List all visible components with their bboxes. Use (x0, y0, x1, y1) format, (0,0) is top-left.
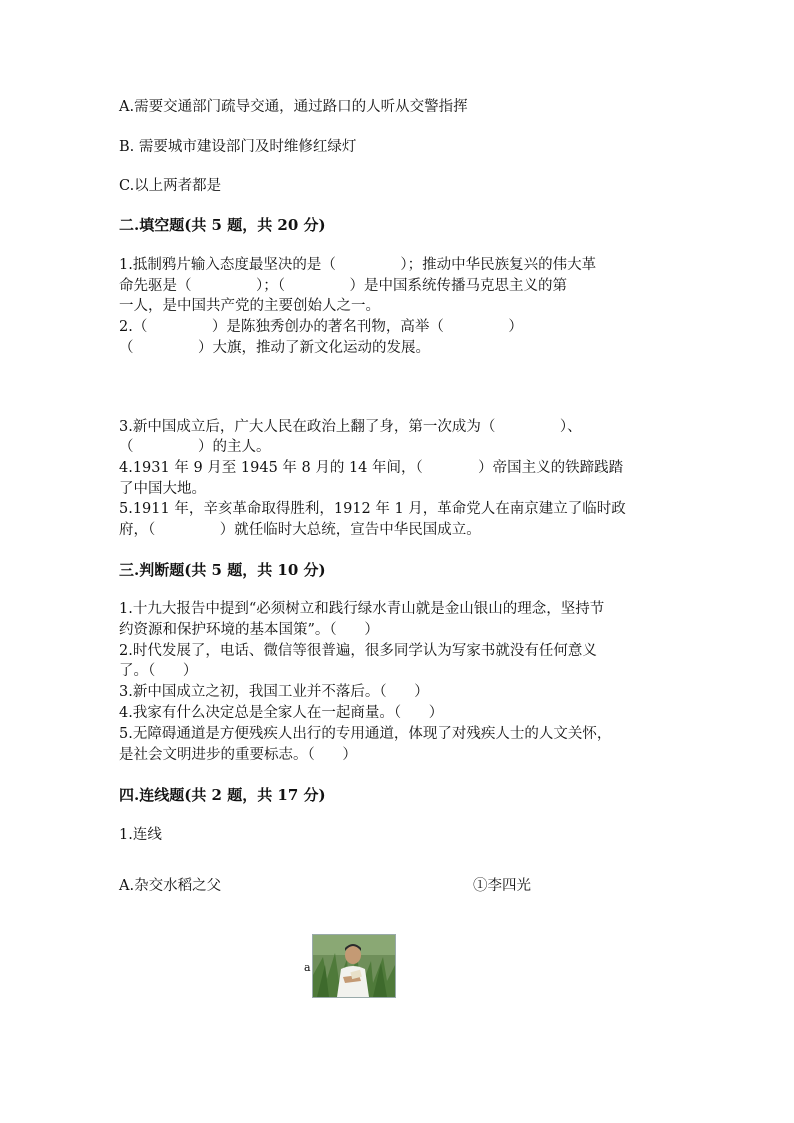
fill-q1-line2: 命先驱是（ ）；（ ）是中国系统传播马克思主义的第 (119, 278, 568, 294)
option-a: A.需要交通部门疏导交通，通过路口的人听从交警指挥 (119, 99, 468, 115)
section-heading-fill-blank: 二.填空题(共 5 题，共 20 分) (119, 216, 326, 234)
matching-right-item: ①李四光 (473, 878, 531, 894)
fill-q1-line1: 1.抵制鸦片输入态度最坚决的是（ ）；推动中华民族复兴的伟大革 (119, 257, 597, 273)
portrait-photo (312, 934, 396, 998)
judge-q2-line2: 了。（ ） (119, 663, 198, 679)
fill-q4-line2: 了中国大地。 (119, 481, 206, 497)
judge-q5-line1: 5.无障碍通道是方便残疾人出行的专用通道，体现了对残疾人士的人文关怀， (119, 726, 612, 742)
fill-q5-line2: 府，（ ）就任临时大总统，宣告中华民国成立。 (119, 522, 481, 538)
portrait-photo-image (313, 935, 395, 997)
option-b: B. 需要城市建设部门及时维修红绿灯 (119, 139, 357, 155)
fill-q2-line1: 2.（ ）是陈独秀创办的著名刊物，高举（ ） (119, 319, 523, 335)
judge-q2-line1: 2.时代发展了，电话、微信等很普遍，很多同学认为写家书就没有任何意义 (119, 643, 597, 659)
fill-q2-line2: （ ）大旗，推动了新文化运动的发展。 (119, 340, 431, 356)
judge-q3: 3.新中国成立之初，我国工业并不落后。（ ） (119, 684, 429, 700)
section-heading-true-false: 三.判断题(共 5 题，共 10 分) (119, 561, 326, 579)
option-c: C.以上两者都是 (119, 178, 222, 194)
section-heading-matching: 四.连线题(共 2 题，共 17 分) (119, 786, 326, 804)
matching-q1-title: 1.连线 (119, 827, 162, 843)
fill-q4-line1: 4.1931 年 9 月至 1945 年 8 月的 14 年间，（ ）帝国主义的铁蹄践踏 (119, 460, 624, 476)
fill-q3-line1: 3.新中国成立后，广大人民在政治上翻了身，第一次成为（ ）、 (119, 419, 582, 435)
judge-q1-line2: 约资源和保护环境的基本国策”。（ ） (119, 622, 379, 638)
matching-left-item: A.杂交水稻之父 (119, 878, 222, 894)
judge-q5-line2: 是社会文明进步的重要标志。（ ） (119, 747, 357, 763)
fill-q3-line2: （ ）的主人。 (119, 439, 271, 455)
fill-q1-line3: 一人，是中国共产党的主要创始人之一。 (119, 298, 380, 314)
judge-q1-line1: 1.十九大报告中提到“必须树立和践行绿水青山就是金山银山的理念，坚持节 (119, 601, 605, 617)
judge-q4: 4.我家有什么决定总是全家人在一起商量。（ ） (119, 705, 444, 721)
fill-q5-line1: 5.1911 年，辛亥革命取得胜利，1912 年 1 月，革命党人在南京建立了临时政 (119, 501, 626, 517)
photo-label: a (304, 961, 311, 974)
